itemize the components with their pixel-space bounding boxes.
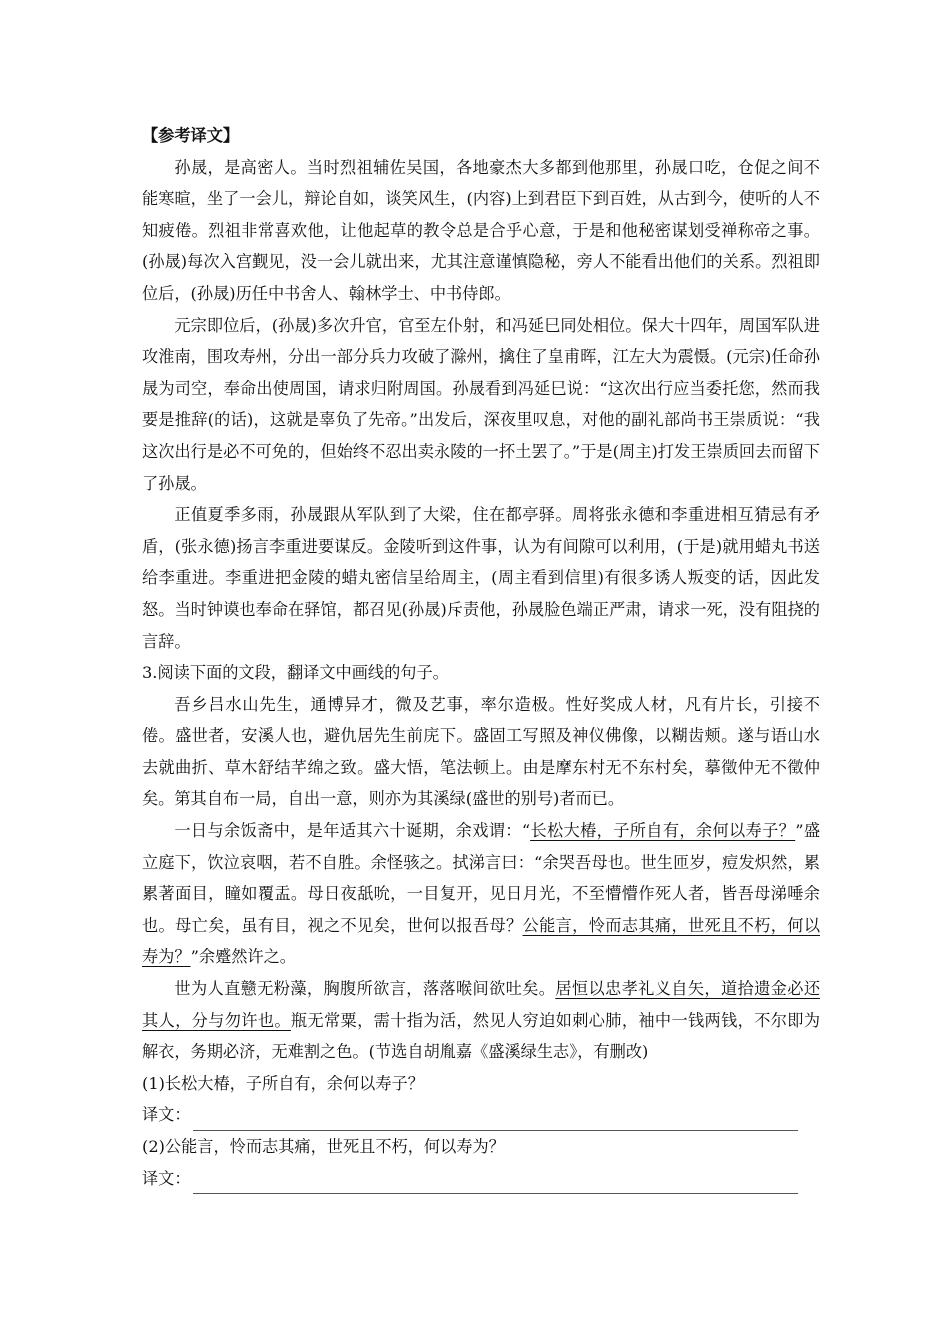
translation-paragraph-2: 元宗即位后，(孙晟)多次升官，官至左仆射，和冯延巳同处相位。保大十四年，周国军队进攻淮南，围攻寿州，分出一部分兵力攻破了滁州，擒住了皇甫晖，江左大为震慑。(元宗)任命孙晟为司空，奉命出使周国，请求归附周国。孙晟看到冯延巳说：“这次出行应当委托您，然而我要是推辞(的话)，这就是辜负了先帝。”出发后，深夜里叹息，对他的副礼部尚书王崇质说：“我这次出行是必不可免的，但始终不忍出卖永陵的一抔土罢了。”于是(周主)打发王崇质回去而留下了孙晟。 [142,315,820,493]
passage-text: 世为人直戆无粉藻，胸腹所欲言，落落喉间欲吐矣。 [174,979,556,999]
document-page [142,120,820,1194]
underlined-sentence-3: 居恒以忠孝礼义自矢，道拾遗金必还其人，分与勿许也。 [142,979,821,1030]
answer-blank-2[interactable] [193,1171,798,1194]
translation-paragraph-1: 孙晟，是高密人。当时烈祖辅佐吴国，各地豪杰大多都到他那里，孙晟口吃，仓促之间不能寒暄，坐了一会儿，辩论自如，谈笑风生，(内容)上到君臣下到百姓，从古到今，使听的人不知疲倦。烈祖非常喜欢他，让他起草的教令总是合乎心意，于是和他秘密谋划受禅称帝之事。(孙晟)每次入宫觐见，没一会儿就出来，尤其注意谨慎隐秘，旁人不能看出他们的关系。烈祖即位后，(孙晟)历任中书舍人、翰林学士、中书侍郎。 [142,157,820,303]
underlined-sentence-2: 公能言，怜而志其痛，世死且不朽，何以寿为？ [142,915,821,967]
question-title: 3.阅读下面的文段，翻译文中画线的句子。 [142,663,449,683]
question-item-1: (1)长松大椿，子所自有，余何以寿子？ [142,1073,424,1093]
passage-text: 瓶无常粟，需十指为活，然见人穷迫如刺心肺，袖中一钱两钱，不尔即为解衣，务期必济，无难割之色。(节选自胡胤嘉《盛溪绿生志》，有删改) [142,1010,821,1062]
translation-paragraph-3: 正值夏季多雨，孙晟跟从军队到了大梁，住在都亭驿。周将张永德和李重进相互猜忌有矛盾，(张永德)扬言李重进要谋反。金陵听到这件事，认为有间隙可以利用，(于是)就用蜡丸书送给李重进。李重进把金陵的蜡丸密信呈给周主，(周主看到信里)有很多诱人叛变的话，因此发怒。当时钟谟也奉命在驿馆，都召见(孙晟)斥责他，孙晟脸色端正严肃，请求一死，没有阻挠的言辞。 [142,505,820,651]
passage-text: 一日与余饭斋中，是年适其六十诞期，余戏谓：“ [174,821,531,841]
answer-row-1 [142,1099,820,1131]
passage-paragraph-3 [142,973,820,1068]
question-item-2: (2)公能言，怜而志其痛，世死且不朽，何以寿为？ [142,1137,505,1156]
answer-blank-1[interactable] [193,1108,798,1131]
reference-translation-heading: 【参考译文】 [142,126,240,145]
passage-text: ”盛立庭下，饮泣哀咽，若不自胜。余怪骇之。拭涕言曰：“余哭吾母也。世生匝岁，痘发炽然，累累著面目，瞳如覆盂。母日夜舐吮，一目复开，见日月光，不至懵懵作死人者，皆吾母涕唾余也。母亡矣，虽有目，视之不见矣，世何以报吾母？ [142,821,821,935]
passage-paragraph-2 [142,815,820,973]
answer-row-2 [142,1163,820,1195]
answer-label: 译文： [142,1105,191,1125]
underlined-sentence-1: 长松大椿，子所自有，余何以寿子？ [530,821,796,841]
answer-label: 译文： [142,1168,191,1188]
passage-text: ”余蹙然许之。 [190,947,296,967]
passage-paragraph-1: 吾乡吕水山先生，通博异才，微及艺事，率尔造极。性好奖成人材，凡有片长，引接不倦。盛世者，安溪人也，避仇居先生前庑下。盛固工写照及神仪佛像，以糊齿颊。遂与语山水去就曲折、草木舒结芊绵之致。盛大悟，笔法顿上。由是摩东村无不东村矣，摹徵仲无不徵仲矣。第其自布一局，自出一意，则亦为其溪绿(盛世的别号)者而已。 [142,694,820,809]
